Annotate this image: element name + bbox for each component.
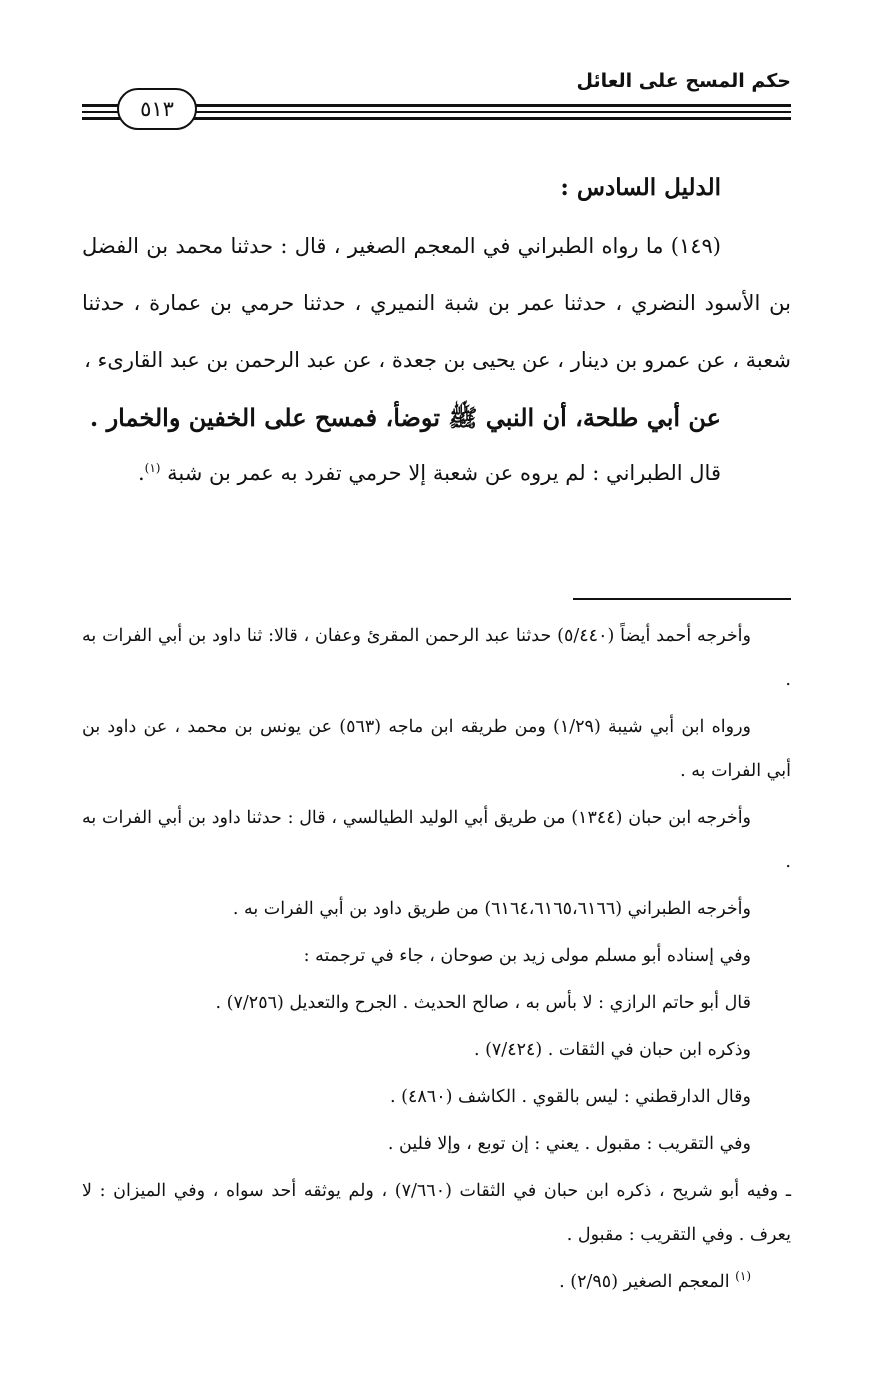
footnotes	[82, 614, 791, 1307]
footnote-line: قال أبو حاتم الرازي : لا بأس به ، صالح الحديث . الجرح والتعديل (٧/٢٥٦) .	[215, 993, 751, 1013]
footnote-separator	[573, 598, 791, 600]
footnote-line: وأخرجه أحمد أيضاً (٥/٤٤٠) حدثنا عبد الرحمن المقرئ وعفان ، قالا: ثنا داود بن أبي الفرات به .	[82, 626, 791, 690]
footnote-ref: (١)	[144, 461, 161, 475]
footnote-line: ورواه ابن أبي شيبة (١/٢٩) ومن طريقه ابن ماجه (٥٦٣) عن يونس بن محمد ، عن داود بن أبي الفرات به .	[82, 717, 791, 781]
hadith-text: عن أبي طلحة، أن النبي ﷺ توضأ، فمسح على الخفين والخمار .	[89, 403, 721, 432]
footnote-1	[82, 1260, 791, 1304]
section-heading: الدليل السادس :	[560, 174, 721, 201]
footnote-line: وفي التقريب : مقبول . يعني : إن توبع ، وإلا فلين .	[387, 1134, 751, 1154]
comment-text: قال الطبراني : لم يروه عن شعبة إلا حرمي تفرد به عمر بن شبة	[167, 461, 721, 485]
footnote-line: وأخرجه الطبراني (٦١٦٤،٦١٦٥،٦١٦٦) من طريق داود بن أبي الفرات به .	[232, 899, 751, 919]
isnad-paragraph: (١٤٩) ما رواه الطبراني في المعجم الصغير ، قال : حدثنا محمد بن الفضل بن الأسود النضري ، حدثنا عمر بن شبة النميري ، حدثنا حرمي بن عمارة ، حدثنا شعبة ، عن عمرو بن دينار ، عن يحيى بن جعدة ، عن عبد الرحمن بن عبد القارىء ،	[82, 234, 791, 372]
footnote-line: ـ وفيه أبو شريح ، ذكره ابن حبان في الثقات (٧/٦٦٠) ، ولم يوثقه أحد سواه ، وفي الميزان : لا يعرف . وفي التقريب : مقبول .	[82, 1181, 791, 1245]
footnote-line: وذكره ابن حبان في الثقات . (٧/٤٢٤) .	[473, 1040, 751, 1060]
page-number: ٥١٣	[117, 88, 197, 130]
tabarani-comment	[82, 447, 791, 499]
footnote-number: (١)	[735, 1269, 751, 1284]
footnote-line: وأخرجه ابن حبان (١٣٤٤) من طريق أبي الوليد الطيالسي ، قال : حدثنا داود بن أبي الفرات به .	[82, 808, 791, 872]
footnote-line: وقال الدارقطني : ليس بالقوي . الكاشف (٤٨٦٠) .	[390, 1087, 751, 1107]
footnote-line: وفي إسناده أبو مسلم مولى زيد بن صوحان ، جاء في ترجمته :	[303, 946, 751, 966]
comment-end: .	[137, 461, 145, 485]
running-title: حكم المسح على العائل	[576, 70, 791, 92]
main-text	[82, 168, 791, 499]
footnote-1-text: المعجم الصغير (٢/٩٥) .	[559, 1272, 730, 1292]
